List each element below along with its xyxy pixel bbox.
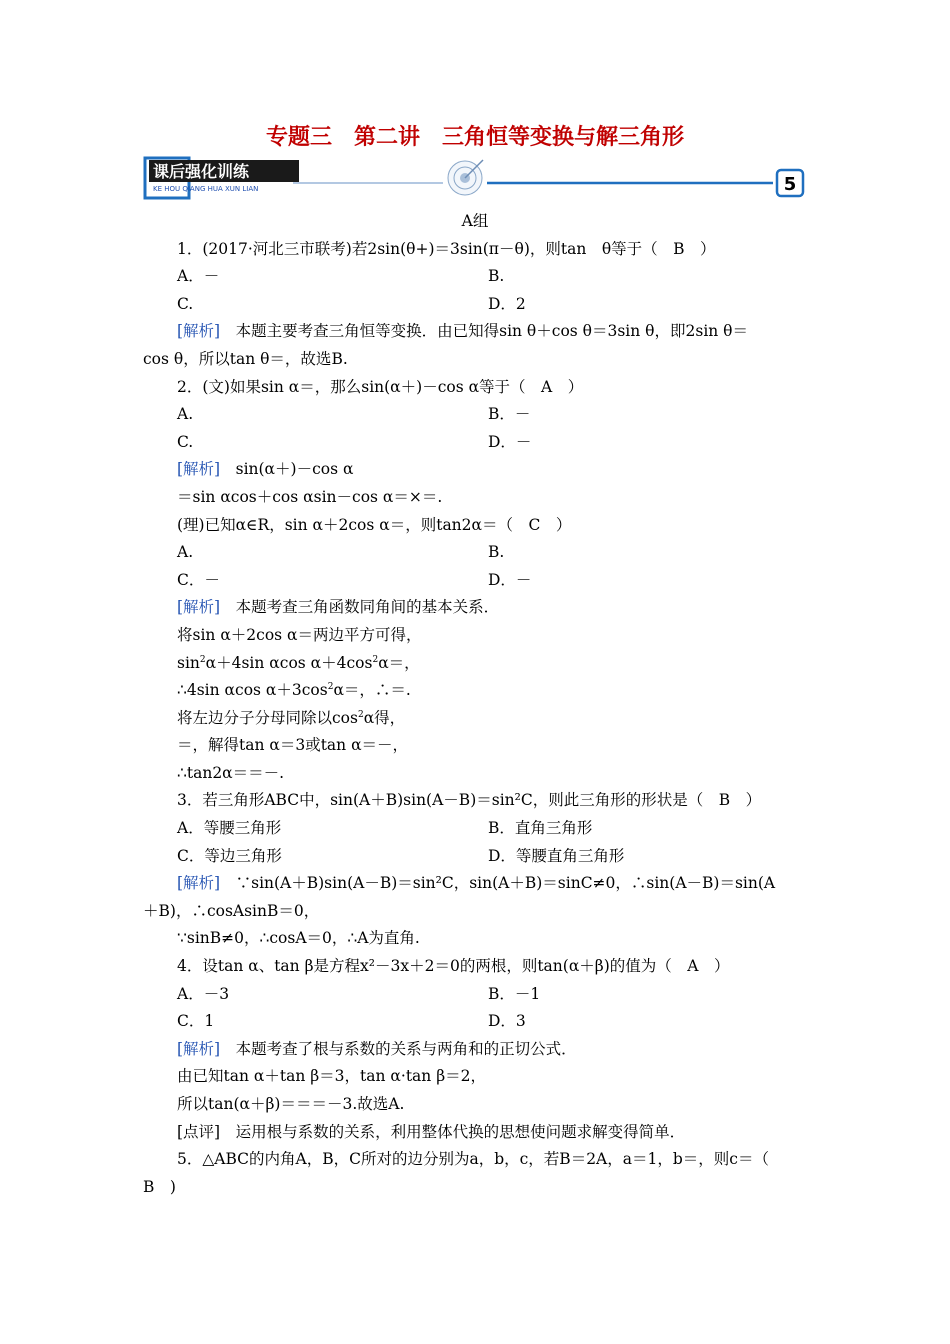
q2l-solution-6: ＝，解得tan α＝3或tan α＝－， [177,736,409,755]
q1-option-b: B. [488,267,505,286]
banner-label: 课后强化训练 [153,162,250,181]
q3-option-b: B．直角三角形 [488,819,593,838]
question-5-answer: B ) [143,1177,176,1196]
q4-solution [143,1036,807,1064]
q2l-options-cd [143,567,807,595]
q4-solution-text: 本题考查了根与系数的关系与两角和的正切公式． [220,1039,577,1058]
q2-solution [143,456,807,484]
superscript-2: 2 [372,654,379,665]
q3-solution-2: ＋B)，∴cosAsinB＝0， [143,901,320,920]
exercise-content [143,208,807,1201]
q3-option-a: A．等腰三角形 [177,819,282,838]
q4-option-c: C．1 [177,1012,215,1031]
q2-options-ab [143,401,807,429]
question-1: 1．(2017·河北三市联考)若2sin(θ+)＝3sin(π－θ)，则tan θ等于（ B ） [177,239,716,258]
banner-graphic [143,156,807,200]
q4-solution-2: 由已知tan α＋tan β＝3，tan α·tan β＝2， [177,1067,487,1086]
q2l-solution-text: 本题考查三角函数同角间的基本关系． [220,598,500,617]
q1-solution-text: 本题主要考查三角恒等变换．由已知得sin θ＋cos θ＝3sin θ，即2sin θ＝ [220,322,749,341]
q2-option-b: B．－ [488,405,531,424]
q2l-solution-7: ∴tan2α＝＝－. [177,763,285,782]
q3-options-cd [143,843,807,871]
solution-tag: [解析] [177,460,221,479]
q3-option-d: D．等腰直角三角形 [488,846,625,865]
q4-options-ab [143,981,807,1009]
solution-tag: [解析] [177,322,221,341]
question-2: 2．(文)如果sin α＝，那么sin(α＋)－cos α等于（ A ） [177,377,584,396]
q1-option-c: C. [177,294,194,313]
text-fragment: α＝， [378,653,420,672]
page-title: 专题三 第二讲 三角恒等变换与解三角形 [265,125,684,150]
q1-options-cd [143,291,807,319]
question-3: 3．若三角形ABC中，sin(A＋B)sin(A－B)＝sin²C，则此三角形的形状是（ B ） [177,791,762,810]
banner-pinyin: KE HOU QIANG HUA XUN LIAN [153,185,259,193]
q3-solution-3: ∵sinB≠0，∴cosA＝0，∴A为直角. [177,929,420,948]
q2l-option-b: B. [488,543,505,562]
question-2-li: (理)已知α∈R，sin α＋2cos α＝，则tan2α＝（ C ） [177,515,572,534]
q2l-solution-5 [143,705,807,733]
solution-tag: [解析] [177,598,221,617]
question-5: 5．△ABC的内角A，B，C所对的边分别为a，b，c，若B＝2A，a＝1，b＝，则c＝（ [177,1150,769,1169]
q4-comment: [点评] 运用根与系数的关系，利用整体代换的思想使问题求解变得简单． [177,1122,686,1141]
q3-option-c: C．等边三角形 [177,846,282,865]
target-icon [448,160,483,195]
text-fragment: sin [177,653,200,672]
banner-number: 5 [783,174,797,195]
q4-option-d: D．3 [488,1012,526,1031]
q4-option-b: B．－1 [488,984,541,1003]
text-fragment: ∴4sin αcos α＋3cos [177,681,328,700]
q4-options-cd [143,1008,807,1036]
superscript-2: 2 [327,682,334,693]
q2l-solution-2: 将sin α＋2cos α＝两边平方可得， [177,625,422,644]
q2l-solution-4 [143,677,807,705]
q2-option-c: C. [177,432,194,451]
superscript-2: 2 [357,709,364,720]
q1-solution-2: cos θ，所以tan θ＝，故选B. [143,349,348,368]
q2-option-a: A. [177,405,194,424]
solution-tag: [解析] [177,874,221,893]
q1-option-a: A．－ [177,267,220,286]
text-fragment: α＋4sin αcos α＋4cos [205,653,373,672]
q3-solution-text: ∵sin(A＋B)sin(A－B)＝sin²C，sin(A＋B)＝sinC≠0，∴sin(A－B)＝sin(A [220,874,776,893]
text-fragment: α得， [363,708,406,727]
q4-solution-3: 所以tan(α＋β)＝＝＝－3.故选A. [177,1095,405,1113]
q2-options-cd [143,429,807,457]
superscript-2: 2 [199,654,206,665]
q2l-options-ab [143,539,807,567]
q2l-option-a: A. [177,543,194,562]
question-4: 4．设tan α、tan β是方程x²－3x＋2＝0的两根，则tan(α＋β)的值为（ A ） [177,957,730,976]
q1-solution [143,318,807,346]
q2l-option-c: C．－ [177,570,220,589]
text-fragment: α＝，∴＝. [333,681,411,700]
q3-options-ab [143,815,807,843]
q1-options-ab [143,263,807,291]
q4-option-a: A．－3 [177,984,230,1003]
q2-option-d: D．－ [488,432,532,451]
q2l-solution-3 [143,650,807,678]
q2l-option-d: D．－ [488,570,532,589]
q2l-solution [143,594,807,622]
text-fragment: 将左边分子分母同除以cos [177,708,358,727]
q2-solution-2: ＝sin αcos＋cos αsin－cos α＝×＝. [177,487,443,506]
solution-tag: [解析] [177,1039,221,1058]
q1-option-d: D．2 [488,294,526,313]
q2-solution-text: sin(α＋)－cos α [220,460,354,479]
section-banner [143,156,807,200]
q3-solution [143,870,807,898]
group-heading: A组 [461,212,489,230]
